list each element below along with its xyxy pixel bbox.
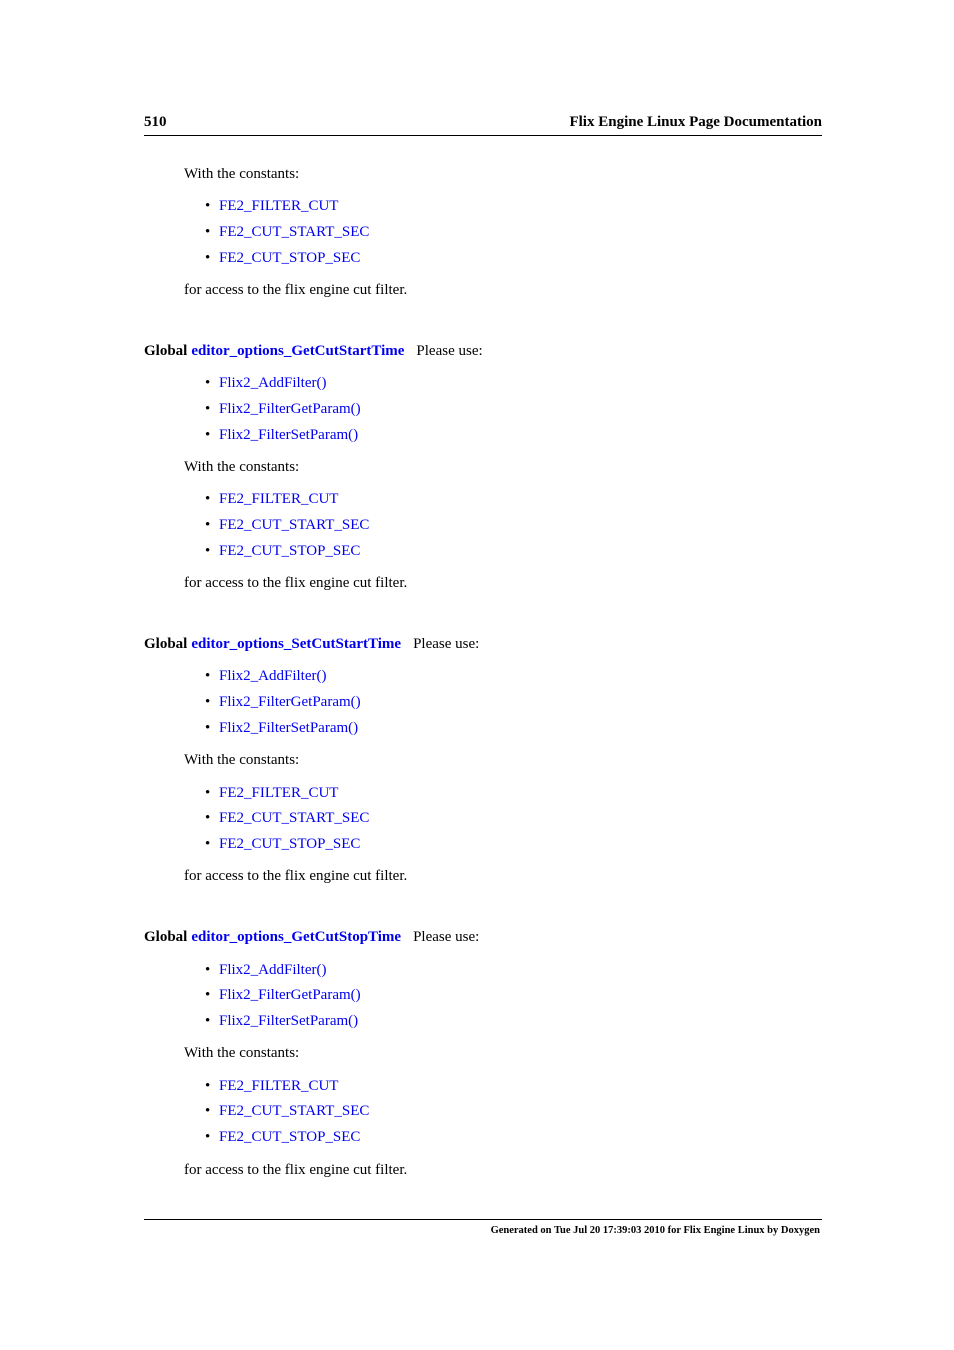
constant-link[interactable]: FE2_CUT_STOP_SEC [219, 543, 361, 559]
list-item[interactable]: • FE2_FILTER_CUT [205, 491, 339, 507]
global-name-link[interactable]: editor_options_GetCutStopTime [191, 929, 402, 945]
constants-intro: With the constants: [184, 459, 300, 475]
function-link[interactable]: Flix2_FilterSetParam() [219, 427, 359, 443]
global-name-link[interactable]: editor_options_GetCutStartTime [191, 343, 405, 359]
global-label: Global [144, 929, 188, 945]
section-heading [144, 635, 479, 653]
function-link[interactable]: Flix2_FilterGetParam() [219, 694, 361, 710]
section-heading [144, 342, 483, 360]
function-link[interactable]: Flix2_FilterSetParam() [219, 1013, 359, 1029]
closing-text: for access to the flix engine cut filter. [184, 282, 408, 298]
function-link[interactable]: Flix2_AddFilter() [219, 375, 327, 391]
list-item[interactable]: • Flix2_FilterSetParam() [205, 427, 359, 443]
list-item[interactable]: • FE2_FILTER_CUT [205, 198, 339, 214]
list-item[interactable]: • FE2_FILTER_CUT [205, 785, 339, 801]
closing-text: for access to the flix engine cut filter. [184, 1162, 408, 1178]
list-item[interactable]: • Flix2_FilterSetParam() [205, 1013, 359, 1029]
list-item[interactable]: • Flix2_FilterSetParam() [205, 720, 359, 736]
constant-link[interactable]: FE2_CUT_START_SEC [219, 224, 370, 240]
constants-intro: With the constants: [184, 166, 300, 182]
list-item[interactable]: • FE2_FILTER_CUT [205, 1078, 339, 1094]
list-item[interactable]: • FE2_CUT_START_SEC [205, 1103, 370, 1119]
list-item[interactable]: • FE2_CUT_STOP_SEC [205, 836, 361, 852]
constant-link[interactable]: FE2_FILTER_CUT [219, 198, 339, 214]
list-item[interactable]: • Flix2_FilterGetParam() [205, 987, 361, 1003]
list-item[interactable]: • Flix2_FilterGetParam() [205, 401, 361, 417]
global-label: Global [144, 636, 188, 652]
page-footer [144, 1219, 822, 1236]
footer-text: Generated on Tue Jul 20 17:39:03 2010 for Flix Engine Linux by Doxygen [490, 1225, 820, 1236]
constant-link[interactable]: FE2_CUT_STOP_SEC [219, 1129, 361, 1145]
constant-link[interactable]: FE2_CUT_START_SEC [219, 810, 370, 826]
constant-link[interactable]: FE2_CUT_STOP_SEC [219, 250, 361, 266]
function-link[interactable]: Flix2_AddFilter() [219, 668, 327, 684]
list-item[interactable]: • FE2_CUT_START_SEC [205, 224, 370, 240]
section-heading [144, 928, 479, 946]
list-item[interactable]: • Flix2_AddFilter() [205, 668, 327, 684]
constants-intro: With the constants: [184, 752, 300, 768]
list-item[interactable]: • FE2_CUT_START_SEC [205, 517, 370, 533]
please-use-text: Please use: [413, 929, 480, 945]
list-item[interactable]: • Flix2_AddFilter() [205, 375, 327, 391]
constant-link[interactable]: FE2_CUT_START_SEC [219, 1103, 370, 1119]
global-label: Global [144, 343, 188, 359]
closing-text: for access to the flix engine cut filter. [184, 868, 408, 884]
function-link[interactable]: Flix2_FilterGetParam() [219, 987, 361, 1003]
header-title: Flix Engine Linux Page Documentation [569, 114, 822, 130]
please-use-text: Please use: [413, 636, 480, 652]
constant-link[interactable]: FE2_FILTER_CUT [219, 785, 339, 801]
list-item[interactable]: • FE2_CUT_STOP_SEC [205, 1129, 361, 1145]
list-item[interactable]: • FE2_CUT_START_SEC [205, 810, 370, 826]
page-header [144, 113, 822, 136]
list-item[interactable]: • Flix2_FilterGetParam() [205, 694, 361, 710]
please-use-text: Please use: [416, 343, 483, 359]
list-item[interactable]: • Flix2_AddFilter() [205, 962, 327, 978]
function-link[interactable]: Flix2_AddFilter() [219, 962, 327, 978]
list-item[interactable]: • FE2_CUT_STOP_SEC [205, 543, 361, 559]
list-item[interactable]: • FE2_CUT_STOP_SEC [205, 250, 361, 266]
constant-link[interactable]: FE2_CUT_START_SEC [219, 517, 370, 533]
constants-intro: With the constants: [184, 1045, 300, 1061]
function-link[interactable]: Flix2_FilterSetParam() [219, 720, 359, 736]
constant-link[interactable]: FE2_CUT_STOP_SEC [219, 836, 361, 852]
page-number: 510 [144, 114, 167, 130]
function-link[interactable]: Flix2_FilterGetParam() [219, 401, 361, 417]
global-name-link[interactable]: editor_options_SetCutStartTime [191, 636, 402, 652]
constant-link[interactable]: FE2_FILTER_CUT [219, 1078, 339, 1094]
closing-text: for access to the flix engine cut filter. [184, 575, 408, 591]
constant-link[interactable]: FE2_FILTER_CUT [219, 491, 339, 507]
